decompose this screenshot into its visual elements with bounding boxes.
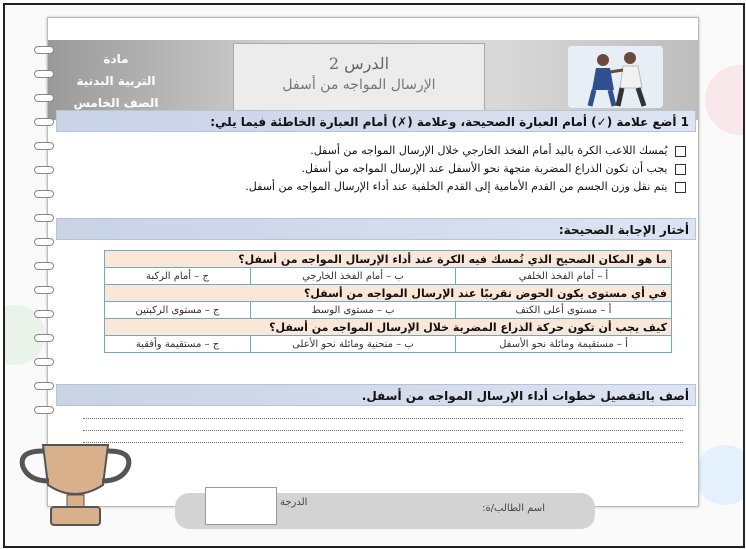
lesson-number: الدرس 2 [328, 54, 390, 73]
answer-line[interactable] [83, 442, 683, 443]
question-row [105, 285, 672, 302]
binder-ring [34, 214, 54, 222]
option-c[interactable]: ج – مستوى الركبتين [105, 302, 251, 319]
trophy-icon [13, 437, 138, 532]
grade-input-box[interactable] [205, 487, 277, 525]
true-false-item [78, 162, 686, 175]
question-row [105, 251, 672, 268]
binder-ring [34, 94, 54, 102]
option-a[interactable]: أ – مستقيمة ومائلة نحو الأسفل [455, 336, 671, 353]
option-c[interactable]: ج – مستقيمة وأفقية [105, 336, 251, 353]
option-a[interactable]: أ – أمام الفخذ الخلفي [455, 268, 671, 285]
question-text: ما هو المكان الصحيح الذي تُمسك فيه الكرة عند أداء الإرسال المواجه من أسفل؟ [105, 251, 672, 268]
worksheet-paper [47, 17, 699, 507]
binder-ring [34, 310, 54, 318]
binder-ring [34, 118, 54, 126]
binder-ring [34, 238, 54, 246]
decor-circle [705, 65, 745, 135]
student-footer [175, 493, 595, 529]
option-c[interactable]: ج – أمام الركبة [105, 268, 251, 285]
option-b[interactable]: ب – أمام الفخذ الخارجي [250, 268, 455, 285]
true-false-item [78, 180, 686, 193]
binder-ring [34, 190, 54, 198]
binder-ring [34, 166, 54, 174]
option-b[interactable]: ب – مستوى الوسط [250, 302, 455, 319]
options-row [105, 302, 672, 319]
options-row [105, 268, 672, 285]
grade-level: الصف الخامس [73, 96, 159, 110]
answer-checkbox[interactable] [675, 164, 686, 175]
lesson-title: الإرسال المواجه من أسفل [282, 77, 436, 93]
grade-label: الدرجة [280, 497, 308, 508]
binder-ring [34, 70, 54, 78]
decor-circle [695, 445, 745, 505]
binder-ring [34, 286, 54, 294]
answer-line[interactable] [83, 430, 683, 431]
option-a[interactable]: أ – مستوى أعلى الكتف [455, 302, 671, 319]
binder-ring [34, 406, 54, 414]
question-row [105, 319, 672, 336]
subject-label: مادة [103, 52, 129, 66]
binder-ring [34, 262, 54, 270]
statement-text: يتم نقل وزن الجسم من القدم الأمامية إلى القدم الخلفية عند أداء الإرسال المواجه من أسفل. [245, 180, 668, 193]
binder-ring [34, 46, 54, 54]
binder-ring [34, 142, 54, 150]
subject-box [56, 48, 176, 118]
option-b[interactable]: ب – منحنية ومائلة نحو الأعلى [250, 336, 455, 353]
binder-ring [34, 382, 54, 390]
section3-heading [56, 384, 696, 406]
options-row [105, 336, 672, 353]
subject-name: التربية البدنية [76, 74, 156, 88]
answer-checkbox[interactable] [675, 182, 686, 193]
lesson-title-box [233, 43, 485, 120]
section2-title: أختار الإجابة الصحيحة: [558, 223, 689, 237]
statement-text: يجب أن تكون الذراع المضربة متجهة نحو الأسفل عند الإرسال المواجه من أسفل. [301, 162, 668, 175]
answer-line[interactable] [83, 418, 683, 419]
binder-ring [34, 334, 54, 342]
section2-heading [56, 218, 696, 240]
section1-heading [56, 110, 696, 132]
student-name-label: اسم الطالب/ة: [482, 503, 545, 514]
binder-ring [34, 358, 54, 366]
section3-title: أصف بالتفصيل خطوات أداء الإرسال المواجه من أسفل. [361, 389, 689, 403]
worksheet-frame [3, 3, 745, 548]
true-false-item [78, 144, 686, 157]
answer-checkbox[interactable] [675, 146, 686, 157]
section1-number: 1 [680, 115, 689, 129]
statement-text: يُمسك اللاعب الكرة باليد أمام الفخذ الخارجي خلال الإرسال المواجه من أسفل. [310, 144, 668, 157]
question-text: كيف يجب أن تكون حركة الذراع المضربة خلال الإرسال المواجه من أسفل؟ [105, 319, 672, 336]
multiple-choice-table [104, 250, 672, 353]
question-text: في أي مستوى يكون الحوض تقريبًا عند الإرسال المواجه من أسفل؟ [105, 285, 672, 302]
volleyball-players-image [568, 46, 663, 108]
section1-title: أضع علامة (✓) أمام العبارة الصحيحة، وعلامة (✗) أمام العبارة الخاطئة فيما يلي: [210, 115, 677, 129]
